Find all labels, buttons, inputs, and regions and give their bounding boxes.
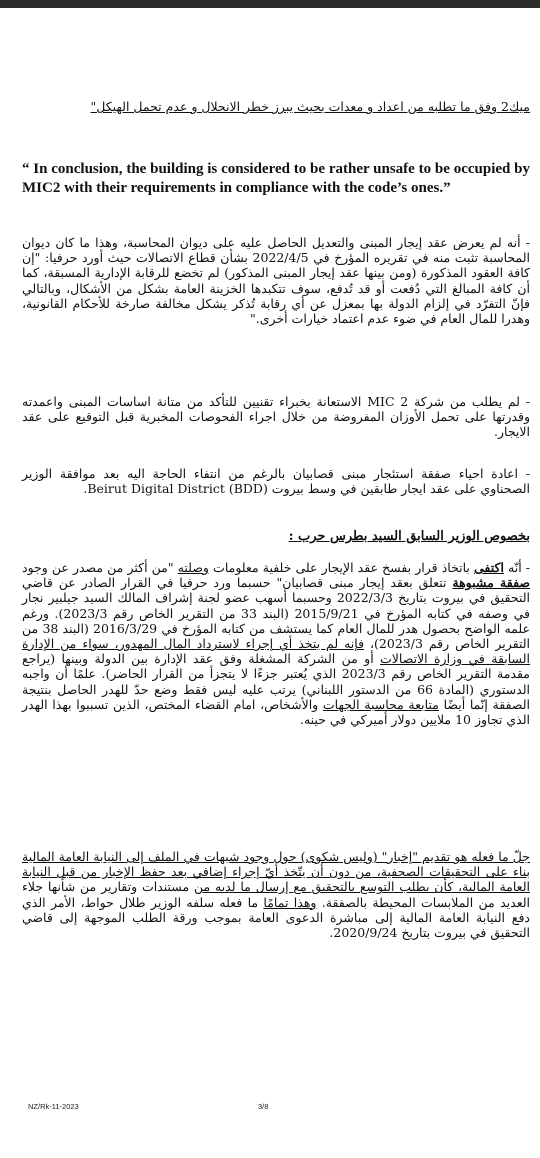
para-underline: فإنه لم يتخذ أي إجراء لاسترداد المال المهدور، سواء من الإدارة السابقة في وزارة الاتصالات — [22, 636, 530, 667]
bullet-audit-court: - أنه لم يعرض عقد إيجار المبنى والتعديل الحاصل عليه على ديوان المحاسبة، وهذا ما كان ديوان المحاسبة تثبت منه في تقريره المؤرخ في 2022/4/5 بشأن قطاع الاتصالات حيث أورد حرفيا: "إن كافة العقود المذكورة (ومن بينها عقد إيجار المبنى المذكور) لم تخضع للرقابة الإدارية المسبقة، كما أن كافة المبالغ التي دُفعت أو قد تُدفع، سوف تتكبدها الخزينة العامة بشكل من الأشكال، وبالتالي فإنّ التفرّد في إلزام الدولة بها بمعزل عن أي رقابة تُذكر يشكل مخالفة صارخة للأحكام القانونية، وهدرا للمال العام في ضوء عدم اعتماد خيارات أخرى." — [22, 235, 530, 327]
para-text: ما فعله سلفه الوزير طلال حواط، الأمر الذي دفع النيابة العامة المالية إلى مباشرة الدعوى العامة بموجب ورقة الطلب الموجهة إلى قاضي التحقيق في بيروت بتاريخ 2020/9/24. — [22, 894, 530, 941]
paragraph-minister-harb — [22, 560, 530, 727]
page-footer — [22, 1102, 530, 1116]
quote-arabic-continuation: ميك2 وفق ما تطلبه من اعداد و معدات بحيث يبرز خطر الانحلال و عدم تحمل الهيكل" — [90, 99, 530, 114]
para-underline: من دون أن يتّخذ أيّ إجراء إضافي بعد حفظ الإخبار من قبل النيابة العامة المالية، كأن يطلب التوسع بالتحقيق مع إرسال ما لديه من — [22, 864, 530, 895]
top-bar — [0, 0, 540, 8]
paragraph-report-filing — [22, 849, 530, 940]
para-underline: وهذا تمامًا — [263, 894, 317, 910]
para-underline: وصلته — [177, 560, 209, 575]
para-emphasis: اكتفى — [474, 560, 504, 575]
footer-page-number: 3/8 — [258, 1102, 269, 1111]
para-text: أو من الشركة المشغلة وفق عقد الإدارة بين الدولة وبينها (يراجع مقدمة التقرير الخاص رقم 2023/3 الذي يُعتبر جزءًا لا يتجزأ من القرار الحاضر). علمًا أن واجبه الدستوري (المادة 66 من الدستور اللبناني) يرتب عليه ليس فقط وضع حدّ للهدر الحاصل بنتيجة الصفقة إنّما أيضًا — [22, 651, 530, 712]
bullet-technical-experts: - لم يطلب من شركة MIC 2 الاستعانة بخبراء تقنيين للتأكد من متانة اساسات المبنى واعمدته وقدرتها على تحمل الأوزان المفروضة من خلال اجراء الفحوصات المخبرية قبل التوقيع على عقد الايجار. — [22, 394, 530, 440]
para-text: مستندات وتقارير من شأنها جلاء العديد من الملابسات المحيطة بالصفقة. — [22, 879, 531, 910]
para-underline: جلّ ما فعله هو تقديم "إخبار" (وليس شكوى) حول وجود شبهات في الملف إلى النيابة العامة المالية بناء على التحقيقات الصحفية، — [22, 849, 530, 880]
section-title: بخصوص الوزير السابق السيد بطرس حرب : — [288, 529, 530, 544]
para-text: - أنّه — [503, 560, 531, 575]
para-emphasis: صفقة مشبوهة — [452, 575, 531, 591]
para-text: والأشخاص، امام القضاء المختص، الذين تسببوا بهذا الهدر الذي تجاوز 10 ملايين دولار أميركي في حينه. — [22, 696, 530, 728]
footer-reference: NZ/Rk-11-2023 — [28, 1102, 79, 1111]
bullet-revive-deal: - اعادة احياء صفقة استئجار مبنى قصابيان بالرغم من انتفاء الحاجة اليه بعد موافقة الوزير الصحناوي على عقد ايجار طابقين في وسط بيروت Beirut Digital District (BDD). — [22, 466, 530, 497]
para-underline: متابعة محاسبة الجهات — [322, 696, 439, 712]
quote-english: “ In conclusion, the building is considered to be rather unsafe to be occupied by MIC2 with their requirements in compliance with the code’s ones.” — [22, 161, 530, 196]
para-text: تتعلق بعقد إيجار مبنى قصابيان" حسبما ورد حرفيا في القرار الصادر عن قاضي التحقيق في بيروت بتاريخ 2022/3/3 وحسبما أسهب عضو لجنة إشراف المالك السيد جيلبير نجار في وصفه في كتابه المؤرخ في 2015/9/21 (البند 33 من التقرير الخاص رقم 2023/3). ورغم علمه الواضح بحصول هدر للمال العام كما يستشف من كتابه المؤرخ في 2016/3/29 (البند 38 من التقرير الخاص رقم 2023/3)، — [22, 575, 530, 652]
para-text: باتخاذ قرار بفسخ عقد الإيجار على خلفية معلومات — [208, 560, 474, 575]
para-text: "من أكثر من مصدر عن وجود — [22, 560, 178, 575]
